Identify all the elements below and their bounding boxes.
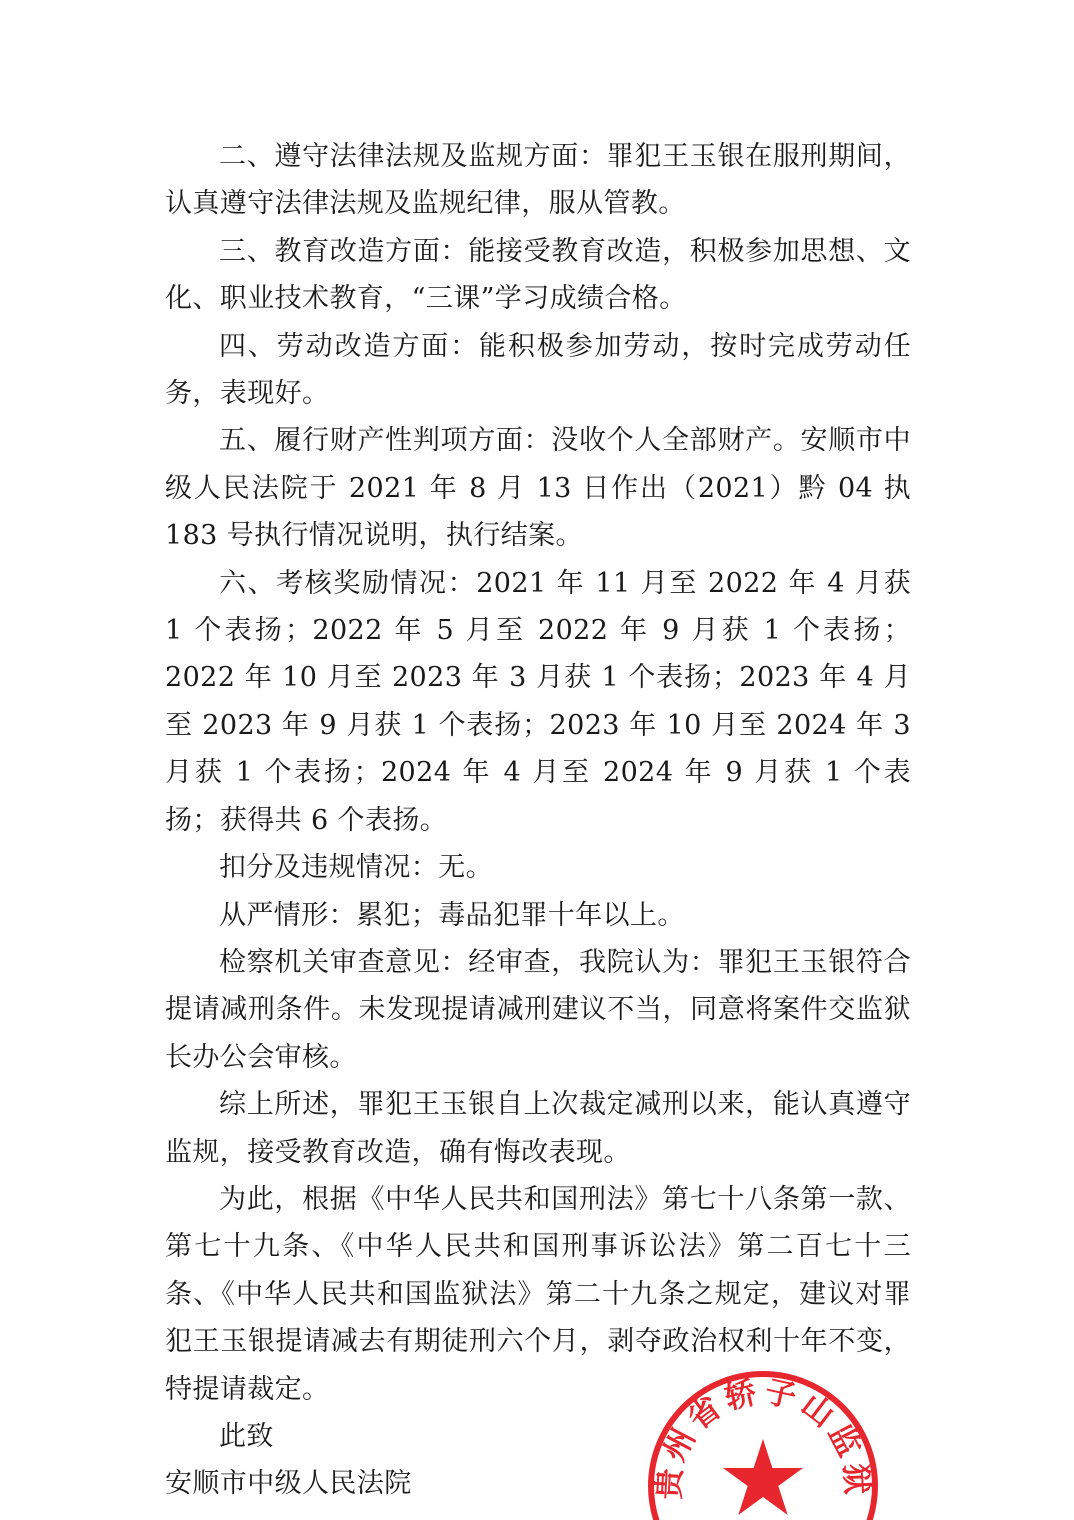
paragraph-property-judgment: 五、履行财产性判项方面：没收个人全部财产。安顺市中级人民法院于 2021 年 8 月 13 日作出（2021）黔 04 执 183 号执行情况说明，执行结案。 (165, 425, 911, 552)
paragraph-strict-circumstances: 从严情形：累犯；毒品犯罪十年以上。 (219, 899, 685, 931)
recipient-court: 安顺市中级人民法院 (165, 1468, 412, 1500)
paragraph-labor-reform: 四、劳动改造方面：能积极参加劳动，按时完成劳动任务，表现好。 (165, 330, 911, 410)
paragraph-summary: 综上所述，罪犯王玉银自上次裁定减刑以来，能认真遵守监规，接受教育改造，确有悔改表现。 (165, 1089, 911, 1168)
seal-text: 贵州省轿子山监狱 (651, 1373, 875, 1501)
paragraph-deductions: 扣分及违规情况：无。 (219, 852, 493, 884)
paragraph-procuratorate-opinion: 检察机关审查意见：经审查，我院认为：罪犯王玉银符合提请减刑条件。未发现提请减刑建议不当，同意将案件交监狱长办公会审核。 (165, 946, 911, 1073)
paragraph-legal-basis: 为此，根据《中华人民共和国刑法》第七十八条第一款、第七十九条、《中华人民共和国刑事诉讼法》第二百七十三条、《中华人民共和国监狱法》第二十九条之规定，建议对罪犯王玉银提请减去有期徒刑六个月，剥夺政治权利十年不变，特提请裁定。 (165, 1183, 911, 1405)
closing-salutation: 此致 (219, 1420, 274, 1452)
paragraph-assessment-rewards: 六、考核奖励情况：2021 年 11 月至 2022 年 4 月获 1 个表扬；2022 年 5 月至 2022 年 9 月获 1 个表扬；2022 年 10 月至 2023 年 3 月获 1 个表扬；2023 年 4 月至 2023 年 9 月获 1 个表扬；2023 年 10 月至 2024 年 3 月获 1 个表扬；2024 年 4 月至 2024 年 9 月获 1 个表扬；获得共 6 个表扬。 (165, 567, 911, 836)
document-body (165, 133, 911, 1508)
seal-star-icon (723, 1439, 803, 1515)
paragraph-education-reform: 三、教育改造方面：能接受教育改造，积极参加思想、文化、职业技术教育，“三课”学习成绩合格。 (165, 235, 911, 315)
official-seal (643, 1366, 883, 1520)
paragraph-law-compliance: 二、遵守法律法规及监规方面：罪犯王玉银在服刑期间，认真遵守法律法规及监规纪律，服从管教。 (165, 141, 911, 220)
